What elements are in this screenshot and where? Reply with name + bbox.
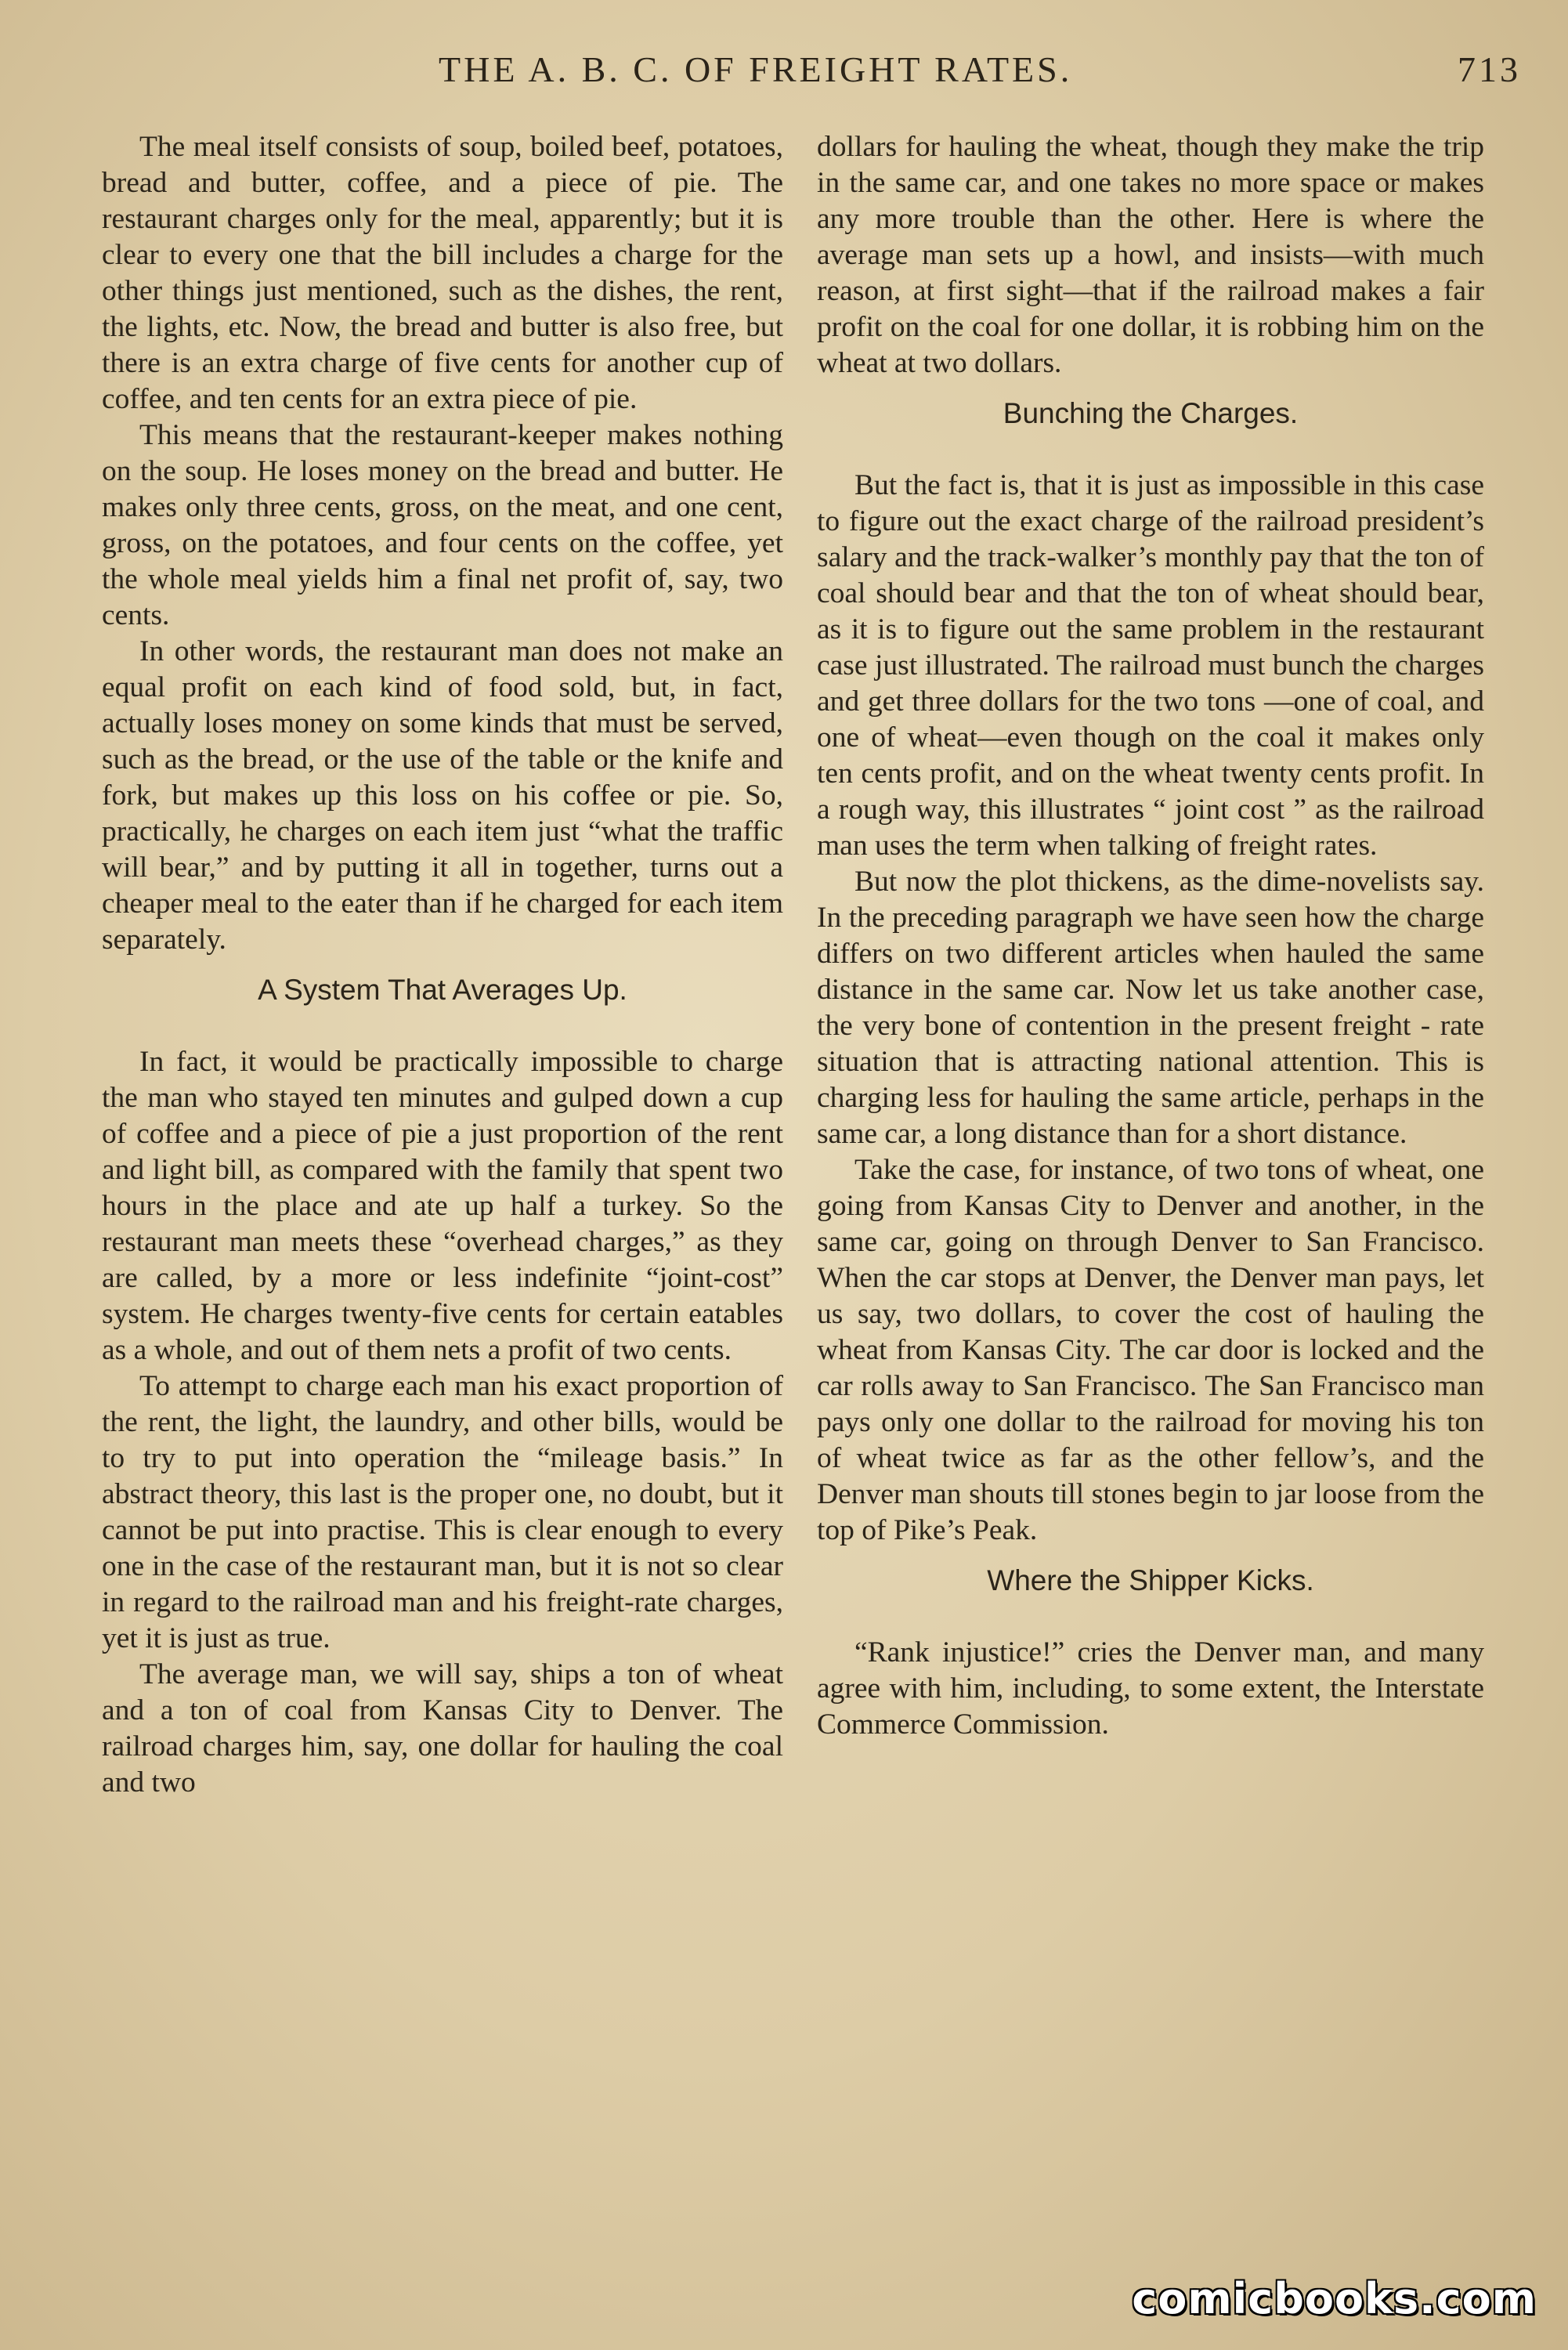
section-heading: Bunching the Charges. [1003,397,1299,429]
section-heading: Where the Shipper Kicks. [987,1564,1314,1596]
paragraph: The average man, we will say, ships a ton of wheat and a ton of coal from Kansas City to Denver. The railroad charges him, say, one dollar for hauling the coal and two [102,1658,783,1799]
paragraph: To attempt to charge each man his exact proportion of the rent, the light, the laundry, and other bills, would be to try to put into operation the “mileage basis.” In abstract theory, this last is the proper one, no doubt, but it cannot be put into practise. This is clear enough to every one in the case of the restaurant man, but it is not so clear in regard to the railroad man and his freight-rate charges, yet it is just as true. [102,1370,783,1654]
left-column [102,129,783,1801]
paragraph: “Rank injustice!” cries the Denver man, and many agree with him, including, to some extent, the Interstate Commerce Commission. [817,1636,1484,1741]
page-number: 713 [1458,49,1521,89]
paragraph: This means that the restaurant-keeper makes nothing on the soup. He loses money on the bread and butter. He makes only three cents, gross, on the meat, and one cent, gross, on the potatoes, and four cents on the coffee, yet the whole meal yields him a final net profit of, say, two cents. [102,419,783,631]
paragraph-continued: dollars for hauling the wheat, though they make the trip in the same car, and one takes no more space or makes any more trouble than the other. Here is where the average man sets up a howl, and insists—with much reason, at first sight—that if the railroad makes a fair profit on the coal for one dollar, it is robbing him on the wheat at two dollars. [817,131,1484,379]
paragraph: In fact, it would be practically impossible to charge the man who stayed ten minutes and gulped down a cup of coffee and a piece of pie a just proportion of the rent and light bill, as compared with the family that spent two hours in the place and ate up half a turkey. So the restaurant man meets these “overhead charges,” as they are called, by a more or less indefinite “joint-cost” system. He charges twenty-five cents for certain eatables as a whole, and out of them nets a profit of two cents. [102,1046,783,1366]
section-heading: A System That Averages Up. [258,974,627,1006]
paragraph: But the fact is, that it is just as impossible in this case to figure out the exact charge of the railroad president’s salary and the track-walker’s monthly pay that the ton of coal should bear and that the ton of wheat should bear, as it is to figure out the same problem in the restaurant case just illustrated. The railroad must bunch the charges and get three dollars for the two tons —one of coal, and one of wheat—even though on the coal it makes only ten cents profit, and on the wheat twenty cents profit. In a rough way, this illustrates “ joint cost ” as the railroad man uses the term when talking of freight rates. [817,469,1484,862]
paragraph: The meal itself consists of soup, boiled beef, potatoes, bread and butter, coffee, and a piece of pie. The restaurant charges only for the meal, apparently; but it is clear to every one that the bill includes a charge for the other things just mentioned, such as the dishes, the rent, the lights, etc. Now, the bread and butter is also free, but there is an extra charge of five cents for another cup of coffee, and ten cents for an extra piece of pie. [102,131,783,415]
paragraph: But now the plot thickens, as the dime-novelists say. In the preceding paragraph we have seen how the charge differs on two different articles when hauled the same distance in the same car. Now let us take another case, the very bone of contention in the present freight - rate situation that is attracting national attention. This is charging less for hauling the same article, perhaps in the same car, a long distance than for a short distance. [817,866,1484,1150]
paragraph: In other words, the restaurant man does not make an equal profit on each kind of food sold, but, in fact, actually loses money on some kinds that must be served, such as the bread, or the use of the table or the knife and fork, but makes up this loss on his coffee or pie. So, practically, he charges on each item just “what the traffic will bear,” and by putting it all in together, turns out a cheaper meal to the eater than if he charged for each item separately. [102,635,783,956]
running-header [439,49,1521,96]
paragraph: Take the case, for instance, of two tons of wheat, one going from Kansas City to Denver and another, in the same car, going on through Denver to San Francisco. When the car stops at Denver, the Denver man pays, let us say, two dollars, to cover the cost of hauling the wheat from Kansas City. The car door is locked and the car rolls away to San Francisco. The San Francisco man pays only one dollar to the railroad for moving his ton of wheat twice as far as the other fellow’s, and the Denver man shouts till stones begin to jar loose from the top of Pike’s Peak. [817,1154,1484,1546]
running-title: THE A. B. C. OF FREIGHT RATES. [439,49,1073,89]
right-column [817,129,1484,1743]
watermark-text: comicbooks.com [1132,2274,1537,2323]
